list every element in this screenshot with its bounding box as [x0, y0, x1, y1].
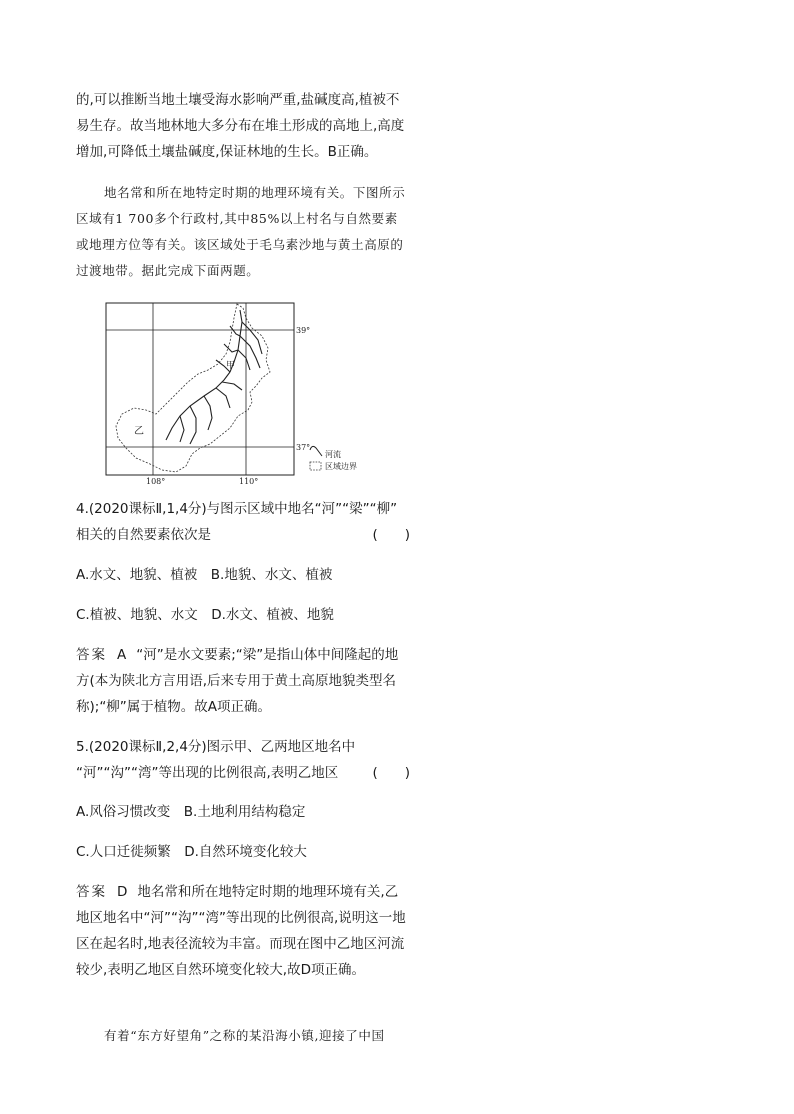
- region-label-jia: 甲: [226, 361, 236, 371]
- q4-stem-line2-row: [76, 522, 410, 548]
- lat-label-bottom: 37°: [296, 443, 311, 452]
- region-label-yi: 乙: [134, 426, 144, 437]
- q4-answer-letter: A: [117, 647, 127, 663]
- lon-label-left: 108°: [146, 477, 166, 484]
- lon-label-right: 110°: [239, 477, 259, 484]
- legend-river-label: 河流: [325, 450, 341, 459]
- q4-options-line2: C.植被、地貌、水文 D.水文、植被、地貌: [76, 607, 334, 623]
- q5-options-line2: C.人口迁徙频繁 D.自然环境变化较大: [76, 844, 307, 860]
- q4-answer-text: “河”是水文要素;“梁”是指山体中间隆起的地方(本为陕北方言用语,后来专用于黄土高原地貌类型名称);“柳”属于植物。故A项正确。: [76, 647, 399, 715]
- q5-answer: [76, 879, 410, 983]
- q5-stem-line1: 5.(2020课标Ⅱ,2,4分)图示甲、乙两地区地名中: [76, 739, 356, 755]
- next-material-intro: 有着“东方好望角”之称的某沿海小镇,迎接了中国: [104, 1028, 385, 1043]
- river: [204, 396, 212, 430]
- river: [222, 382, 242, 390]
- lat-label-top: 39°: [296, 326, 311, 335]
- region-map: [100, 298, 400, 484]
- q4-stem-line1: 4.(2020课标Ⅱ,1,4分)与图示区域中地名“河”“梁”“柳”: [76, 501, 398, 517]
- q4-stem-line2: 相关的自然要素依次是: [76, 527, 211, 543]
- river: [224, 344, 238, 352]
- top-paragraph: 的,可以推断当地土壤受海水影响严重,盐碱度高,植被不易生存。故当地林地大多分布在堆土形成的高地上,高度增加,可降低土壤盐碱度,保证林地的生长。B正确。: [76, 92, 405, 160]
- material-intro: 地名常和所在地特定时期的地理环境有关。下图所示区域有1 700多个行政村,其中85%以上村名与自然要素或地理方位等有关。该区域处于毛乌素沙地与黄土高原的过渡地带。据此完成下面两题。: [76, 185, 406, 278]
- q4-options-line1: A.水文、地貌、植被 B.地貌、水文、植被: [76, 567, 333, 583]
- river: [216, 388, 230, 408]
- river: [166, 372, 230, 440]
- q5-stem-line2: “河”“沟”“湾”等出现的比例很高,表明乙地区: [76, 765, 339, 781]
- river: [240, 336, 260, 368]
- river: [180, 416, 184, 442]
- q5-answer-label: 答案: [76, 884, 107, 900]
- q4-answer-bracket: ( ): [372, 527, 410, 543]
- question-5: [76, 734, 410, 786]
- legend-boundary-label: 区域边界: [325, 462, 357, 471]
- question-4: [76, 496, 410, 548]
- legend-boundary-symbol: [310, 462, 321, 470]
- river: [190, 406, 196, 444]
- legend-river-symbol: [310, 446, 322, 456]
- q4-answer-label: 答案: [76, 647, 107, 663]
- river: [230, 326, 240, 336]
- q5-answer-text: 地名常和所在地特定时期的地理环境有关,乙地区地名中“河”“沟”“湾”等出现的比例很高,说明这一地区在起名时,地表径流较为丰富。而现在图中乙地区河流较少,表明乙地区自然环境变化较大,故D项正确。: [76, 884, 406, 978]
- q5-options-line1: A.风俗习惯改变 B.土地利用结构稳定: [76, 804, 306, 820]
- map-frame: [106, 303, 294, 475]
- q5-stem-line2-row: [76, 760, 410, 786]
- q4-answer: [76, 642, 410, 720]
- q5-answer-bracket: ( ): [372, 765, 410, 781]
- river: [238, 350, 250, 370]
- q5-answer-letter: D: [117, 884, 128, 900]
